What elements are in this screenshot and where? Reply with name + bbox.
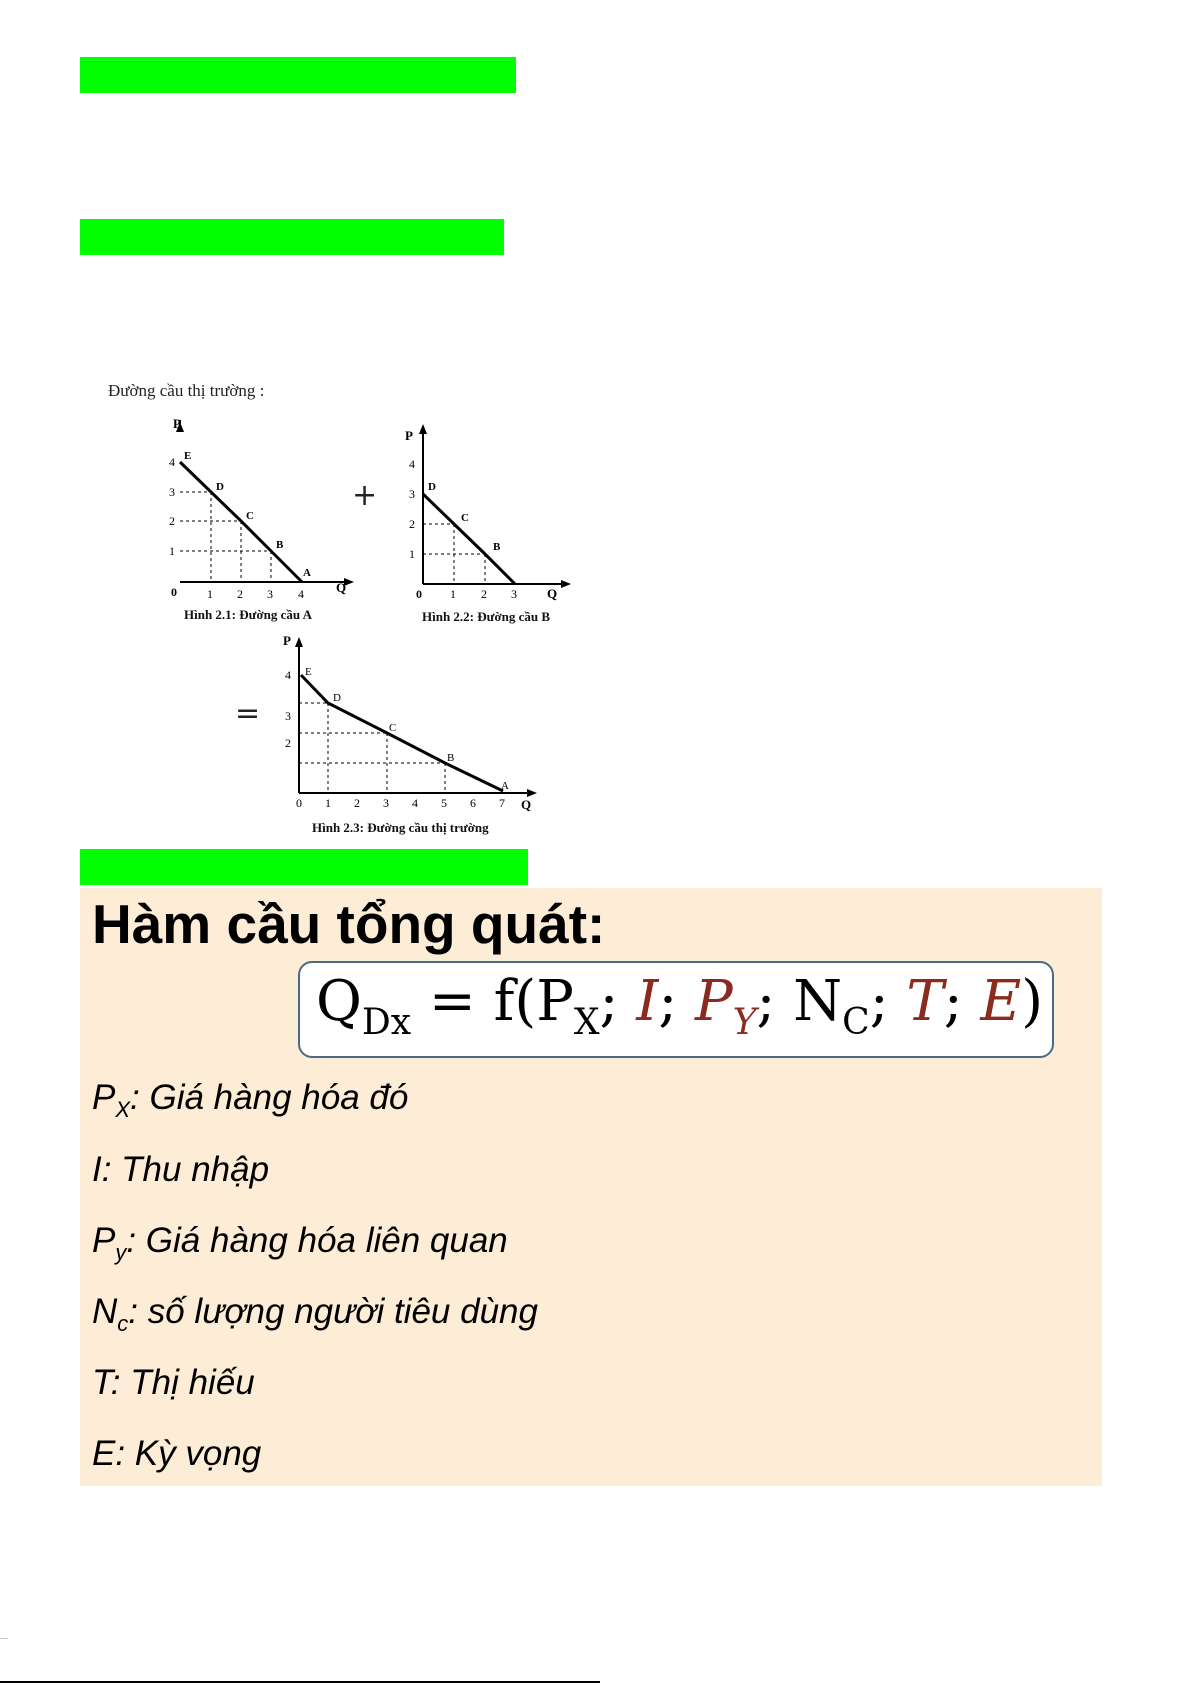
x-tick-4: 4: [412, 796, 418, 810]
x-tick-1: 1: [450, 587, 456, 601]
point-d: D: [428, 481, 436, 493]
formula-q-sub: Dx: [361, 1002, 412, 1043]
highlight-bar-3: [80, 849, 528, 885]
var-subscript: c: [117, 1311, 129, 1336]
point-a: A: [303, 567, 311, 579]
x-tick-1: 1: [207, 587, 213, 601]
guide-lines: [299, 703, 445, 793]
formula-nc-sub: C: [842, 1002, 870, 1043]
x-tick-2: 2: [354, 796, 360, 810]
point-c: C: [461, 512, 469, 524]
equals-operator: =: [235, 696, 261, 731]
var-symbol: I: [92, 1150, 102, 1189]
p-label: P: [173, 416, 181, 431]
y-tick-4: 4: [169, 455, 175, 469]
demand-line-b: [423, 494, 515, 584]
x-tick-3: 3: [267, 587, 273, 601]
formula-sep: ;: [658, 969, 678, 1034]
formula-sep: ;: [599, 969, 619, 1034]
var-symbol: P: [92, 1221, 116, 1260]
x-tick-4: 4: [298, 587, 304, 601]
highlight-bar-1: [80, 57, 516, 93]
formula-sep: ;: [869, 969, 889, 1034]
y-tick-1: 1: [169, 544, 175, 558]
point-d: D: [333, 692, 341, 704]
point-b: B: [493, 541, 501, 553]
figure-caption-a: Hình 2.1: Đường cầu A: [184, 607, 313, 622]
x-tick-7: 7: [499, 796, 505, 810]
q-axis-arrow: [527, 789, 537, 797]
var-i: [92, 1150, 269, 1190]
p-label: P: [283, 633, 291, 648]
point-b: B: [276, 539, 284, 551]
demand-curve-a-figure: [169, 416, 360, 601]
formula-py: P: [677, 969, 733, 1034]
x-tick-1: 1: [325, 796, 331, 810]
y-tick-3: 3: [409, 487, 415, 501]
y-tick-1: 1: [409, 547, 415, 561]
var-subscript: X: [115, 1097, 131, 1122]
q-axis-arrow: [561, 580, 571, 588]
y-tick-2: 2: [285, 736, 291, 750]
var-symbol: P: [92, 1078, 116, 1117]
formula-q: Q: [316, 969, 362, 1034]
point-b: B: [447, 752, 455, 764]
formula-px: P: [536, 969, 574, 1034]
formula-close: ): [1021, 969, 1044, 1034]
q-label: Q: [336, 580, 347, 595]
p-label: P: [405, 428, 413, 443]
var-px: [92, 1078, 408, 1123]
formula-i: I: [618, 969, 659, 1034]
point-e: E: [184, 450, 192, 462]
formula-py-sub: Y: [732, 1002, 757, 1043]
y-tick-2: 2: [409, 517, 415, 531]
x-tick-2: 2: [237, 587, 243, 601]
panel-title: Hàm cầu tổng quát:: [92, 893, 606, 955]
var-t: [92, 1363, 255, 1403]
var-symbol: E: [92, 1434, 116, 1473]
var-description: : số lượng người tiêu dùng: [128, 1292, 538, 1331]
q-label: Q: [547, 586, 558, 601]
formula-eq: = f(: [411, 969, 537, 1034]
point-e: E: [305, 666, 312, 678]
guide-lines: [423, 524, 485, 584]
x-tick-2: 2: [481, 587, 487, 601]
point-c: C: [246, 510, 254, 522]
origin-label: 0: [416, 587, 422, 601]
demand-formula: [316, 969, 1043, 1043]
var-symbol: T: [92, 1363, 111, 1402]
var-subscript: y: [115, 1240, 127, 1265]
x-tick-3: 3: [511, 587, 517, 601]
y-tick-4: 4: [285, 668, 291, 682]
formula-box: [298, 961, 1054, 1058]
origin-label: 0: [296, 796, 302, 810]
formula-nc: N: [775, 969, 843, 1034]
origin-label: 0: [171, 585, 177, 599]
highlight-bar-2: [80, 219, 504, 255]
market-demand-figure: [275, 635, 545, 820]
y-tick-3: 3: [285, 709, 291, 723]
var-description: : Thị hiếu: [110, 1363, 255, 1402]
var-description: : Giá hàng hóa liên quan: [126, 1221, 508, 1260]
p-axis-arrow: [295, 637, 303, 647]
var-symbol: N: [92, 1292, 118, 1331]
q-label: Q: [521, 797, 532, 812]
y-tick-2: 2: [169, 514, 175, 528]
var-py: [92, 1221, 508, 1266]
var-nc: [92, 1292, 538, 1337]
figure-caption-b: Hình 2.2: Đường cầu B: [422, 609, 551, 624]
var-e: [92, 1434, 261, 1474]
p-axis-arrow: [419, 424, 427, 434]
formula-px-sub: X: [573, 1002, 600, 1043]
y-tick-4: 4: [409, 457, 415, 471]
figure-caption-market: Hình 2.3: Đường cầu thị trường: [312, 820, 489, 835]
formula-sep: ;: [943, 969, 963, 1034]
x-tick-5: 5: [441, 796, 447, 810]
var-description: : Kỳ vọng: [115, 1434, 262, 1473]
demand-curve-b-figure: [405, 420, 575, 600]
point-a: A: [501, 780, 509, 792]
y-tick-3: 3: [169, 485, 175, 499]
plus-operator: +: [352, 478, 378, 513]
footer-line: [0, 1681, 600, 1683]
formula-e: E: [962, 969, 1022, 1034]
var-description: : Thu nhập: [101, 1150, 270, 1189]
intro-text: Đường cầu thị trường :: [108, 381, 265, 400]
point-c: C: [389, 722, 397, 734]
formula-t: T: [888, 969, 944, 1034]
formula-sep: ;: [756, 969, 776, 1034]
x-tick-3: 3: [383, 796, 389, 810]
point-d: D: [216, 481, 224, 493]
x-tick-6: 6: [470, 796, 476, 810]
footer-mark: [0, 1638, 8, 1639]
demand-function-panel: [80, 888, 1102, 1486]
var-description: : Giá hàng hóa đó: [130, 1078, 409, 1117]
